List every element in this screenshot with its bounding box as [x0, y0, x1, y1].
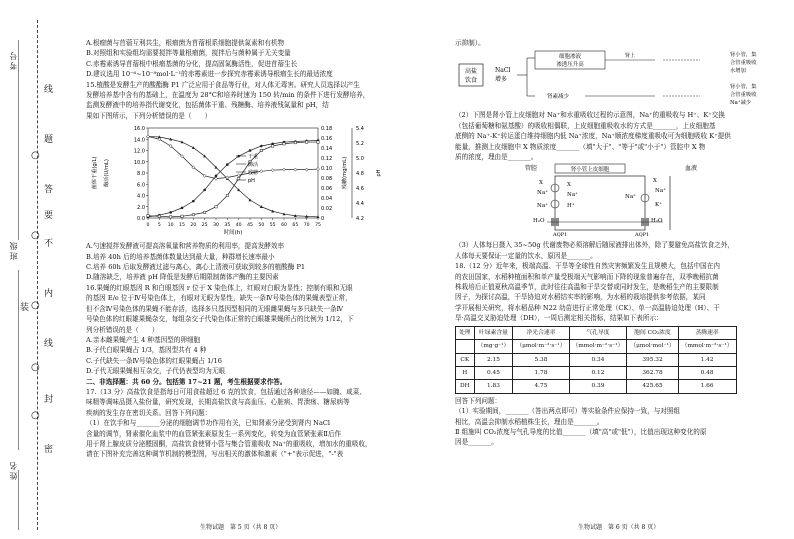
cut-line [37, 20, 38, 530]
q17-part2: （包括葡萄糖和氨基酸）的吸收相偶联，上皮细胞重吸收水的方式是_______，上皮细胞基 [455, 121, 716, 130]
data-point [158, 215, 160, 217]
seal-word: 封 [44, 395, 54, 405]
x-tick-label: 10 [167, 223, 174, 229]
regulation-diagram [455, 48, 775, 110]
y3-tick-label: 4.8 [356, 171, 364, 178]
series-line [148, 141, 318, 218]
y-axis-label: 菌体干重(g/L) [92, 156, 98, 190]
q16-stem: 列分析错误的是（ ） [86, 325, 159, 334]
q17-stem: 17.（13 分）高盐饮食是指每日可用食盐超过 6 克的饮食，包括通过各种途径——如腌、咸菜、 [86, 387, 366, 396]
table-header: 叶绿素含量 [474, 326, 513, 339]
data-point [294, 142, 296, 144]
diagram-label: 肾小管，集 [730, 84, 757, 91]
x-tick-label: 15 [179, 223, 185, 229]
x-tick-label: 35 [224, 223, 231, 229]
data-point [283, 168, 286, 171]
x-tick-label: 0 [146, 223, 150, 229]
table-header: 胞间 CO₂浓度 [627, 326, 678, 339]
q17-stem: 疾病的发生存在密切关系。回答下列问题： [86, 408, 212, 417]
circle-mark: ○ [31, 150, 40, 161]
seal-word: 答 [44, 185, 54, 195]
data-point [181, 215, 183, 217]
x-tick-label: 55 [269, 223, 276, 229]
y2-tick-label: 0 [321, 216, 325, 223]
circle-mark: ○ [31, 362, 40, 373]
q17-part2: 能量，推测上皮细胞中 X 物质浓度_______（填"大于"、"等于"或"小于"）管腔中 X 物 [455, 142, 706, 151]
table-cell: 425.65 [627, 380, 678, 393]
legend-label: 干重 [248, 154, 259, 161]
rice-data-table [455, 326, 737, 394]
q17-part2: 质的浓度，理由是_______。 [455, 153, 538, 162]
right-page [455, 38, 775, 448]
seal-word: 线 [44, 339, 54, 349]
y-tick-label: 10.0 [133, 160, 145, 166]
table-header: 净光合速率 [513, 326, 569, 339]
y-tick-label: 2.0 [137, 205, 145, 211]
diagram-label: 高盐 [464, 68, 478, 76]
table-unit: （mmol·m⁻²·s⁻¹） [678, 340, 736, 353]
x-tick-label: 20 [190, 223, 197, 229]
table-cell: 1.66 [678, 380, 736, 393]
diagram-label: X [653, 178, 657, 185]
y3-tick-label: 4.6 [356, 186, 364, 193]
x-tick-label: 5 [157, 223, 161, 229]
data-point [226, 164, 229, 167]
diagram-label: Na⁺减少 [730, 100, 752, 107]
diagram-label: X [539, 180, 543, 187]
data-point [192, 214, 194, 216]
table-cell: 1.42 [678, 353, 736, 366]
q16-stem: 16.果蝇的红眼基因 R 和白眼基因 r 位于 X 染色体上，红眼对白眼为显性；控制有眼和无眼 [86, 283, 353, 292]
q16-stem: 的基因 E/e 位于Ⅳ号染色体上，有眼对无眼为显性，缺失一条Ⅳ号染色体的果蝇表型正常， [86, 294, 352, 303]
table-cell: H [456, 366, 475, 379]
data-point [226, 176, 229, 179]
table-cell: 1.83 [474, 380, 513, 393]
y2-tick-label: 0.12 [321, 156, 333, 163]
data-point [283, 143, 285, 145]
exam-number-label: 考号 [9, 50, 18, 70]
data-point [260, 150, 262, 152]
q15-option-c: C.培养 60h 后取发酵液过滤与离心，离心上清液可获取到较多的植酸酶 P1 [86, 263, 306, 272]
q18-question: 相比，高温会抑制水稻植株生长，理由是_______。 [455, 417, 604, 426]
diagram-label: 肾上 [624, 53, 636, 60]
table-cell: 1.78 [513, 366, 569, 379]
left-page [86, 38, 388, 460]
table-unit-row [456, 340, 737, 353]
legend-label: pH [248, 178, 255, 185]
y-tick-label: 14.0 [133, 137, 145, 144]
table-cell: 0.48 [678, 366, 736, 379]
data-point [203, 189, 206, 192]
data-point [317, 141, 319, 143]
diagram-label: 管腔 [525, 165, 538, 173]
circle-mark: ○ [31, 410, 40, 421]
data-point [147, 215, 149, 217]
q18-question: （1）实验期间，_______（答出两点即可）等实验条件应保持一致，与对照组 [455, 407, 681, 416]
legend-label: 酶活 [248, 162, 259, 169]
data-point [181, 207, 184, 210]
x-tick-label: 60 [281, 223, 287, 229]
table-cell: CK [456, 353, 475, 366]
diagram-label: 肾小管，集 [730, 52, 757, 59]
table-unit: （mg·g⁻¹） [474, 340, 513, 353]
x-tick-label: 65 [292, 223, 299, 229]
q18-stem: 株栽培后正值夏秋高温季节，此时往往高温和干旱交替或同时发生，是晚稻生产的主要限制 [455, 283, 719, 292]
q17-stem: 味精等调味品摄入盐份量，研究发现，长期高盐饮食与高血压、心脏病、胃溃疡、糖尿病等 [86, 398, 350, 407]
x-tick-label: 30 [213, 223, 219, 229]
page-footer-right: 生物试题 第 6 页（共 8 页） [578, 524, 660, 531]
y-axis-label-2: 酶活(U/mL) [104, 159, 110, 188]
y-tick-label: 8.0 [137, 171, 145, 178]
q18-question: 因是_______。 [455, 438, 498, 447]
diagram-label: 细胞渗液 [558, 54, 582, 61]
q18-stem: 因子，为探讨高温，干旱协迫对水稻结实率的影响，为水稻的栽培提供参考依据，某同 [455, 293, 706, 302]
q14-option-a: A.根瘤菌与苜蓿互利共生，根瘤菌为苜蓿根系细胞提供氮素和有机物 [86, 39, 285, 47]
y-tick-label: 0.0 [137, 216, 145, 223]
data-point [215, 206, 217, 208]
q14-option-b: B.对照组和实验组均需要搅拌等量根瘤菌，搅拌后与菌种属于无关变量 [86, 49, 291, 58]
circle-mark: ○ [31, 230, 40, 241]
q16-option-c: C.子代缺失一条Ⅳ号染色体的红眼果蝇占 1/16 [86, 356, 222, 365]
diagram-label: 增多 [495, 76, 508, 84]
table-cell: 0.34 [569, 353, 627, 366]
diagram-label: H⁺ [567, 203, 575, 210]
name-line [18, 470, 19, 530]
diagram-label: 合管重吸收 [730, 60, 757, 67]
diagram-label: Na⁺ [567, 192, 578, 199]
data-point [260, 145, 263, 148]
diagram-label: 血液 [685, 165, 698, 173]
data-point [260, 205, 263, 208]
y2-tick-label: 0.02 [321, 206, 333, 213]
x-tick-label: 50 [258, 223, 265, 229]
table-cell: 0.45 [474, 366, 513, 379]
q17-part3: （3）人体每日摄入 35~50g 代谢废物必须溶解后随尿液排出体外，除了要避免高盐饮食之外， [455, 241, 734, 250]
class-line [18, 270, 19, 450]
table-header: 蒸腾速率 [678, 326, 736, 339]
diagram-label: 渗透压升高 [556, 62, 584, 69]
diagram-label: Na⁺ [537, 203, 548, 210]
q14-option-c: C.赤霉素诱导苜蓿根中根瘤基菌的分化，提高固氮酶活性，促进苜蓿生长 [86, 59, 298, 68]
table-row [456, 366, 737, 379]
x-tick-label: 45 [247, 223, 253, 229]
diagram-label: X [567, 182, 571, 189]
q17-part2: 底侧的 Na⁺-K⁺转运蛋白维持细胞内低 Na⁺浓度，Na⁺顺浓度梯度重吸收可为细胞吸收 K⁺提供 [455, 132, 731, 141]
q18-answer-prompt: 回答下列问题： [455, 396, 502, 405]
seal-word: 题 [44, 135, 54, 145]
series-line [148, 142, 318, 217]
y-axis-label-4: pH [376, 169, 382, 177]
q15-stem: 果如下图所示，下列分析错误的是（ ） [86, 111, 212, 120]
q15-option-a: A.勺速搅拌发酵液可提高溶氧量和营养物质的利用率，提高发酵效率 [86, 242, 285, 251]
q18-question: Ⅱ 组施叫 CO₂浓度与气孔导度的比值_______（填"高"或"低"），比值出现这种变化的原 [455, 427, 707, 436]
circle-mark: ○ [31, 300, 40, 311]
diagram-label: AQP1 [635, 232, 650, 239]
table-row [456, 380, 737, 393]
table-cell: 362.78 [627, 366, 678, 379]
y-tick-label: 4.0 [137, 193, 145, 200]
table-header: 气孔导度 [569, 326, 627, 339]
y2-tick-label: 0.16 [321, 136, 333, 143]
fermentation-chart [86, 122, 388, 240]
y2-tick-label: 0.10 [321, 166, 333, 173]
table-cell: 4.75 [513, 380, 569, 393]
y3-tick-label: 5.2 [356, 141, 364, 148]
x-tick-label: 25 [201, 223, 208, 229]
data-point [271, 169, 274, 172]
seal-word: 要 [44, 211, 54, 221]
exam-number-line [18, 40, 19, 240]
seal-word: 密 [44, 445, 54, 455]
y2-tick-label: 0.04 [321, 196, 333, 203]
table-cell: 0.39 [569, 380, 627, 393]
q17-part3: 人体每天要保证一定量的饮水，原因是_______。 [455, 251, 597, 260]
data-point [203, 211, 205, 213]
binding-margin [0, 0, 58, 539]
table-unit: （μmol·m⁻²·s⁻¹） [513, 340, 569, 353]
diagram-label: 肾素减少 [547, 94, 570, 101]
data-point [169, 211, 172, 214]
data-point [169, 216, 171, 218]
table-unit [456, 340, 475, 353]
diagram-label: Na⁺ [655, 188, 666, 195]
diagram-label: H₂O [533, 218, 545, 225]
data-point [271, 145, 273, 147]
data-point [317, 168, 320, 171]
q17-stem: 含量的调节，肾素催化血浆中的血管紧张素原发生一系列变化，转变为血管紧张素Ⅱ后作 [86, 429, 342, 438]
q18-stem: 18.（12 分）近年来，极端高温、干旱等全球性自然灾害频繁发生且规模大，包括中国在内 [455, 262, 720, 271]
q14-option-d: D.建议选用 10⁻⁶~10⁻⁸mol·L⁻¹的赤霉素进一步探究赤霉素诱导根瘤生长的最适浓度 [86, 70, 333, 79]
q17-stem: （1）在饮手和与_______分泌的细胞调节功作用有关，已知肾素分泌受到肾内 NaCl [86, 419, 331, 428]
diagram-label: Na⁺ [625, 194, 636, 201]
x-tick-label: 70 [303, 223, 310, 229]
diagram-label: Na⁺ [537, 190, 548, 197]
name-label: 姓名 [9, 460, 18, 480]
q16-stem: 号染色体的红眼雄果蝇杂交，每组杂交子代染色体正常的白眼雄果蝇所占的比例为 1/12，下 [86, 315, 354, 324]
seal-word: 内 [44, 289, 54, 299]
data-point [305, 168, 308, 171]
data-point [237, 178, 239, 180]
q17-part2: （2）下图是肾小管上皮细胞对 Na⁺和水重吸收过程的示意图，Na⁺的重吸收与 H⁺、K⁺交换 [455, 111, 725, 120]
y2-tick-label: 0.08 [321, 176, 333, 183]
q17-stem: 用于肾上腺皮质分泌醛固酮，高盐饮食使肾小管与集合管重吸收 Na⁺的重吸收，增加水的重吸收， [86, 439, 372, 448]
table-unit: （μmol·mol⁻¹） [627, 340, 678, 353]
q18-stem: 旱·高温交叉胁迫处理（DH），一周后测定相关指标，结果如下表所示： [455, 314, 663, 323]
diagram-label: 水增加 [730, 68, 746, 75]
table-header-row [456, 326, 737, 339]
seal-word: 装 [20, 303, 30, 313]
table-unit: （mmol·m⁻²·s⁻¹） [569, 340, 627, 353]
q16-option-d: D.子代无眼果蝇相互杂交，子代仍表型均为无眼 [86, 367, 226, 376]
diagram-label: 肾小管上皮细胞 [570, 167, 610, 174]
diagram-label: NaCl [495, 67, 511, 75]
q18-stem: 学开展相关研究，将水稻品种 N22 幼苗进行正常处理（CK）、单一高温胁迫处理（H）、干 [455, 303, 720, 312]
q17-continued: 示抑制）。 [455, 39, 485, 47]
data-point [260, 170, 263, 173]
q15-stem: 监测发酵液中的培养指代谢变化，包括菌体干重、残糖酶、培养液残氮量和 pH，结 [86, 101, 329, 110]
q15-option-b: B.培养 40h 后的培养基菌体数量达到最大量，种群增长速率最小 [86, 252, 275, 261]
data-point [305, 141, 307, 143]
section-heading: 二、非选择题：共 60 分。包括第 17~21 题，考生根据要求作答。 [86, 377, 287, 386]
diagram-label: 合管重吸收 [730, 92, 757, 99]
q15-stem: 15.植酸是发酵生产的酸酯酶 P1 广泛应用于食品等行业，对人体无毒害。研究人员选择以产生 [86, 80, 360, 89]
q15-option-d: D.随溶缺乏，培养液 pH 降低是发酵后期限制菌体产酶的主要因素 [86, 273, 279, 282]
x-tick-label: 40 [235, 223, 242, 229]
seal-word: 不 [44, 239, 54, 249]
y-tick-label: 6.0 [137, 182, 145, 189]
q17-stem: 请在下图补充完善这种调节机制的模型图，写出相关的激体和激素（"+"表示促进，"-"表 [86, 450, 344, 459]
seal-word: 线 [44, 85, 54, 95]
y3-tick-label: 5.0 [356, 156, 364, 163]
y2-tick-label: 0.06 [321, 186, 333, 193]
x-axis-label: 时间(h) [223, 230, 243, 237]
data-point [294, 168, 297, 171]
table-header: 处理 [456, 326, 475, 339]
y2-tick-label: 0.14 [321, 146, 333, 153]
y-tick-label: 16.0 [133, 126, 145, 133]
table-row [456, 353, 737, 366]
y-tick-label: 12.0 [133, 148, 145, 155]
data-point [192, 200, 195, 203]
table-cell: DH [456, 380, 475, 393]
data-point [226, 195, 228, 197]
table-cell: 395.32 [627, 353, 678, 366]
y2-tick-label: 0.18 [321, 126, 333, 133]
class-label: 班级 [9, 240, 18, 260]
q16-option-b: B.子代白眼果蝇占 1/3，基因型共有 4 种 [86, 346, 207, 355]
q16-stem: 但不含Ⅳ号染色体的果蝇不能存活，选择多只基因型相同的无眼雌果蝇与多只缺失一条Ⅳ [86, 304, 344, 313]
diagram-label: K⁺ [655, 202, 663, 209]
diagram-label: AQP1 [553, 232, 568, 239]
y-axis-label-3: 残糖(mg/mL) [342, 157, 348, 190]
y3-tick-label: 4.4 [356, 201, 364, 208]
q18-stem: 的农田国家，水稻种植面积和单产量受极端天气影响而下降的现象普遍存在，双季晚稻抗菌 [455, 272, 719, 281]
y3-tick-label: 5.4 [356, 126, 364, 133]
table-cell: 2.15 [474, 353, 513, 366]
q16-option-a: A.亲本雌果蝇产生 4 种基因型的卵细胞 [86, 335, 201, 344]
q15-stem: 发酵培养基中含有的基础上，在温度为 28°C和培养时速为 150 转/min 的条件下进行发酵培养， [86, 91, 370, 100]
x-tick-label: 75 [315, 223, 321, 229]
table-cell: 0.12 [569, 366, 627, 379]
y3-tick-label: 4.2 [356, 216, 364, 223]
data-point [249, 149, 252, 152]
diagram-label: H₂O [651, 218, 663, 225]
table-cell: 5.38 [513, 353, 569, 366]
diagram-label: 饮食 [464, 77, 478, 85]
kidney-cell-diagram [455, 162, 775, 240]
data-point [237, 174, 240, 177]
page-footer-left: 生物试题 第 5 页（共 8 页） [200, 524, 282, 531]
legend-label: 残糖 [248, 170, 259, 177]
